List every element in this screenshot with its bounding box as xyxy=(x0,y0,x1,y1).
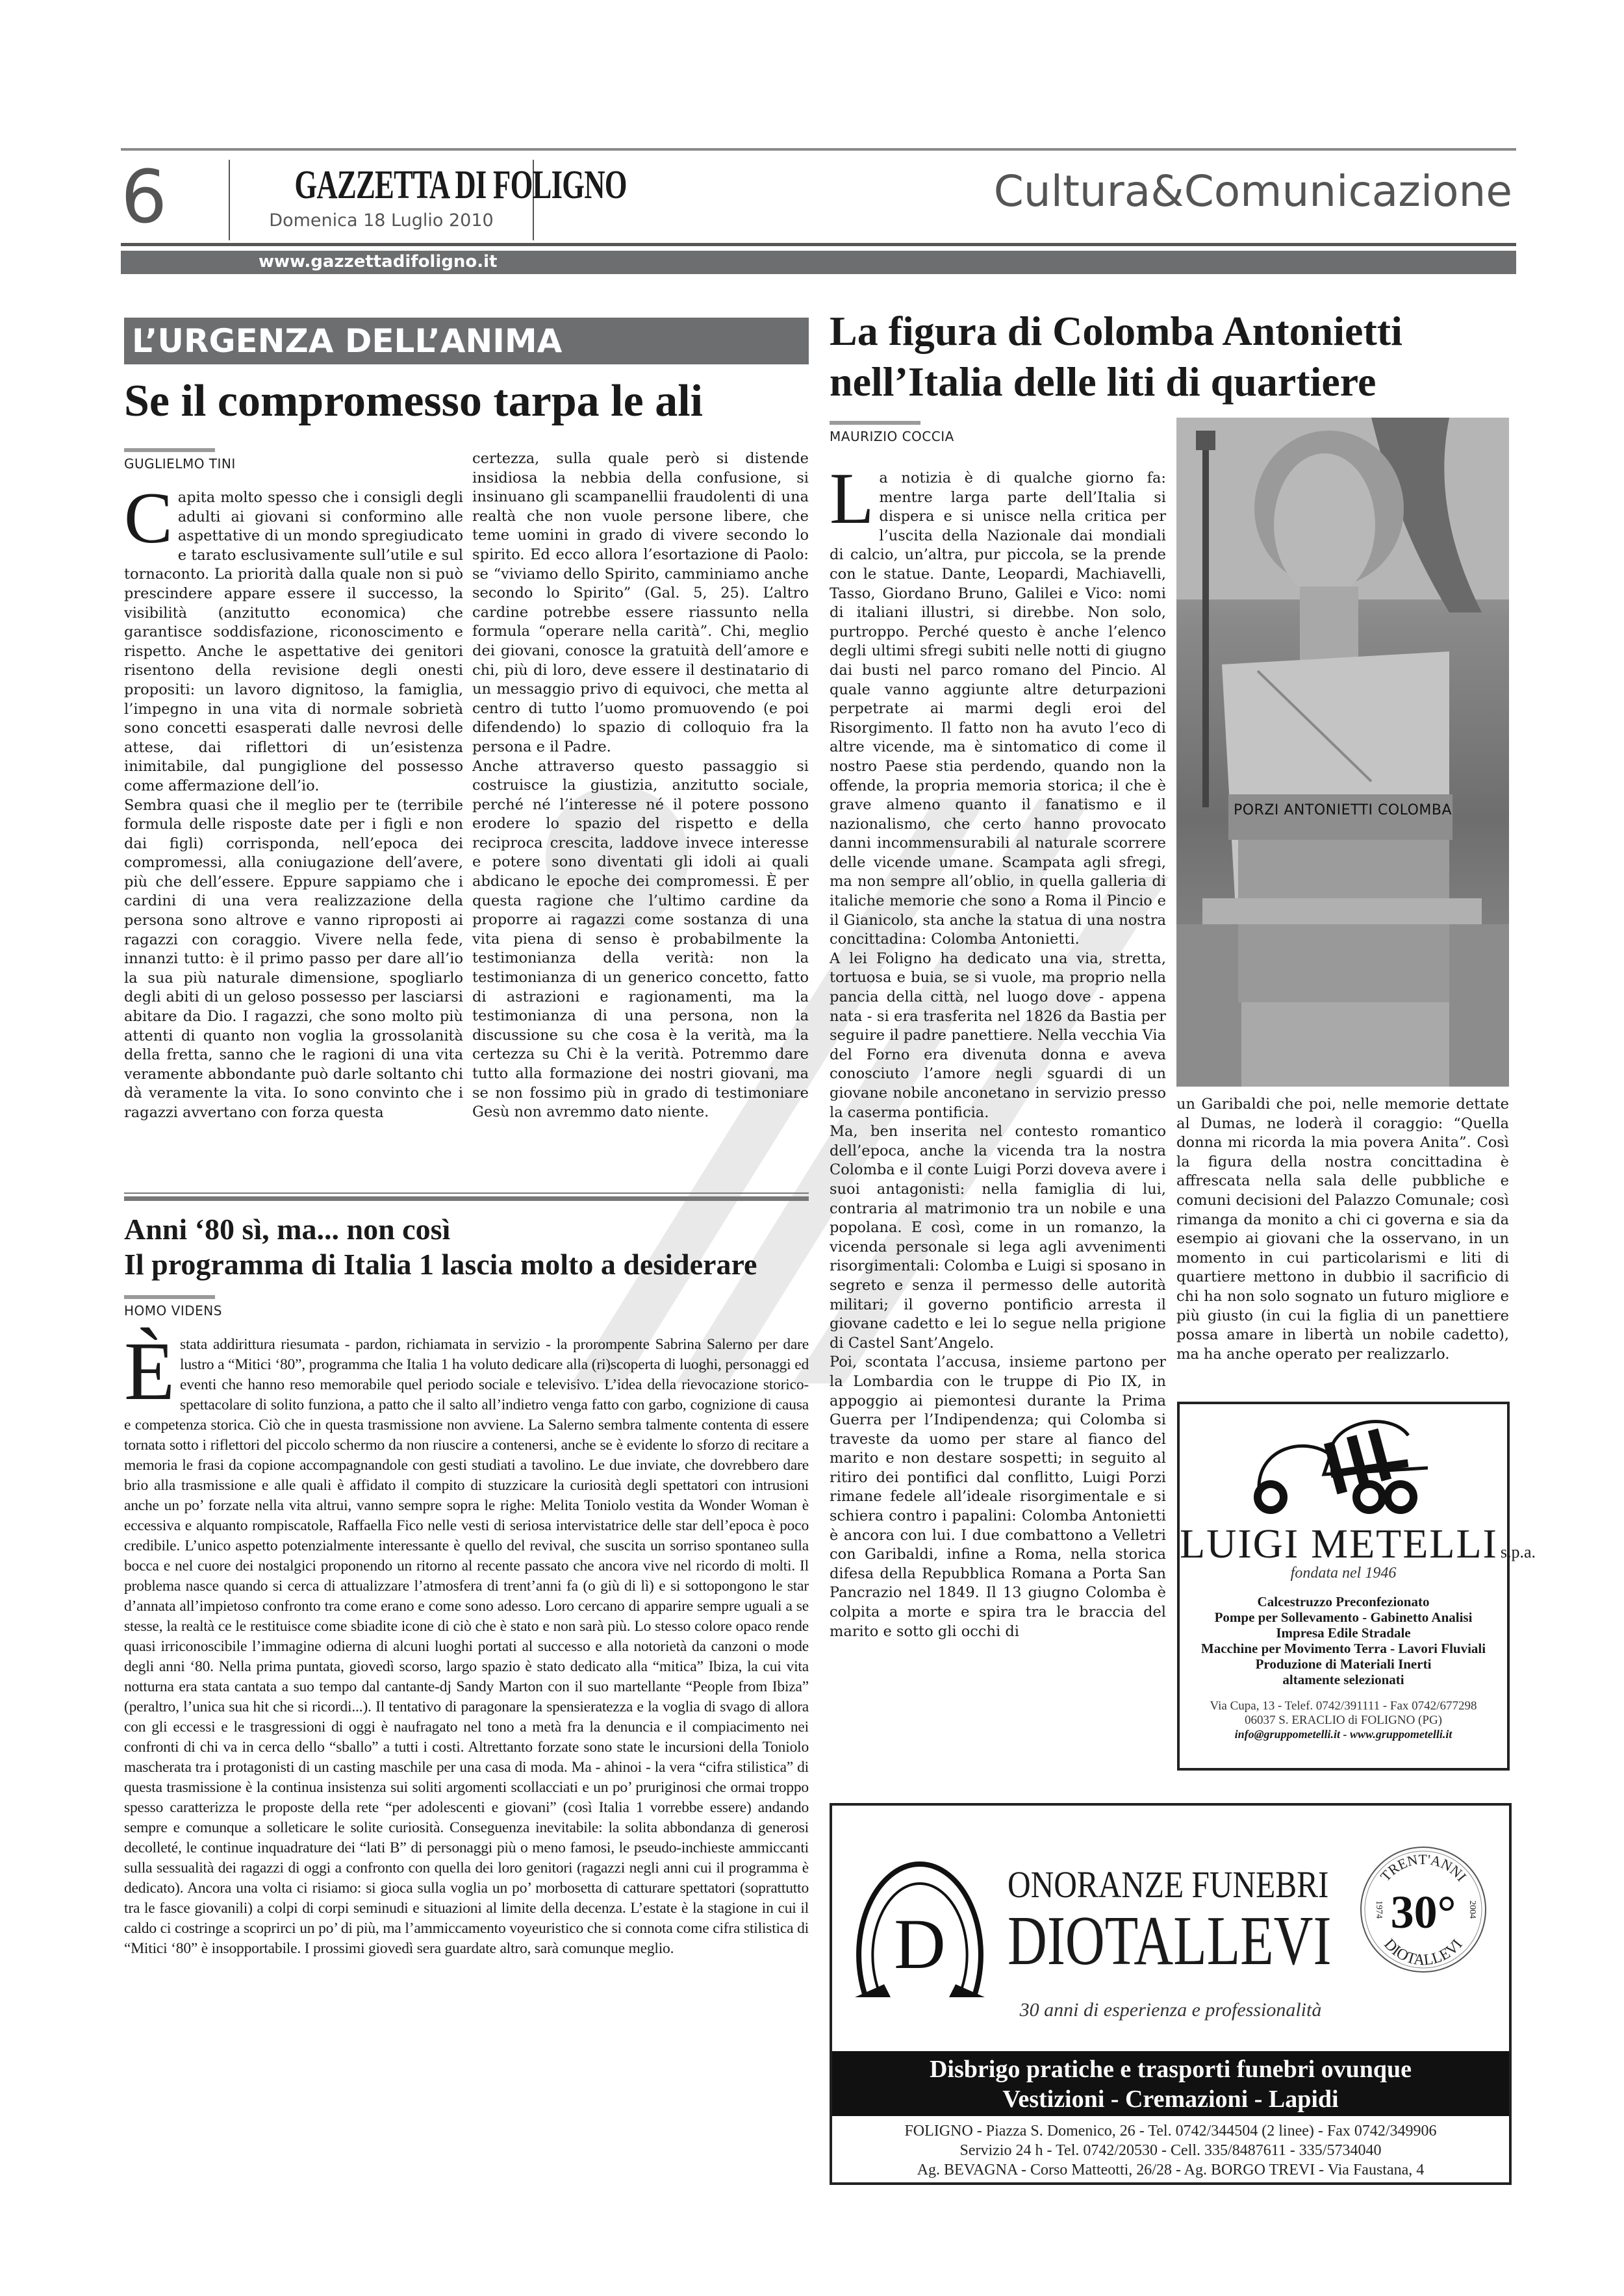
service-item: altamente selezionati xyxy=(1282,1672,1404,1687)
logo-letter: D xyxy=(894,1904,946,1984)
author-name: GUGLIELMO TINI xyxy=(124,456,236,472)
page-number: 6 xyxy=(121,155,168,240)
band-line-1: Disbrigo pratiche e trasporti funebri ovunque xyxy=(929,2056,1412,2083)
paragraph: Poi, scontata l’accusa, insieme partono per la Lombardia con le truppe di Pio IX, in appoggio ai piemontesi durante la Prima Guerra per l’Indipendenza; qui Colomba si traveste da uomo per stare al fianco del marito e non destare sospetti; in seguito al ritiro dei pontifici dal conflitto, Luigi Porzi rimane fedele all’ideale risorgimentale e si schiera contro i papalini: Colomba Antonietti è ancora con lui. I due combattono a Velletri con Garibaldi, infine a Roma, nella storica difesa della Repubblica Romana a Porta San Pancrazio nel 1849. Il 13 giugno Colomba è colpita a morte e spira tra le braccia del marito e sotto gli occhi di xyxy=(830,1354,1166,1640)
band-line-2: Vestizioni - Cremazioni - Lapidi xyxy=(1002,2086,1339,2113)
drop-cap: È xyxy=(124,1325,175,1417)
service-item: Pompe per Sollevamento - Gabinetto Analisi xyxy=(1214,1609,1473,1625)
address-line: 06037 S. ERACLIO di FOLIGNO (PG) xyxy=(1245,1713,1442,1727)
separator-rule xyxy=(124,1196,809,1201)
author-name: MAURIZIO COCCIA xyxy=(830,429,954,444)
website-link[interactable]: www.gazzettadifoligno.it xyxy=(259,252,498,271)
author-name: HOMO VIDENS xyxy=(124,1303,222,1318)
article-column-a xyxy=(830,459,1166,1641)
article-title: Anni ‘80 sì, ma... non così xyxy=(124,1213,451,1246)
section-title: Cultura&Comunicazione xyxy=(993,166,1512,216)
service-item: Calcestruzzo Preconfezionato xyxy=(1257,1594,1430,1609)
byline-rule xyxy=(830,421,920,425)
ad-line-2: DIOTALLEVI xyxy=(1008,1902,1332,1980)
ad-luigi-metelli[interactable] xyxy=(1177,1402,1536,1771)
seal-year-start: 1974 xyxy=(1374,1900,1384,1919)
address-line: Via Cupa, 13 - Telef. 0742/391111 - Fax 0742/677298 xyxy=(1210,1699,1477,1713)
separator-rule xyxy=(124,1192,809,1194)
anniversary-seal-icon xyxy=(1358,1845,1488,1974)
paragraph: un Garibaldi che poi, nelle memorie dettate al Dumas, ne loderà il coraggio: “Quella donna mi ricorda la mia povera Anita”. Così la figura della nostra concittadina è affrescata nella sala delle pubbliche e comuni decisioni del Palazzo Comunale; così rimanga da monito a chi ci governa e sia da esempio ai giovani che la osservano, in un momento in cui particolarismi e liti di quartiere mettono in dubbio il sacrificio di chi ha non solo sognato un futuro migliore e più giusto (in cui la figlia di un panettiere possa amare in libertà un nobile cadetto), ma ha anche operato per realizzarlo. xyxy=(1176,1096,1509,1363)
photo-inscription: PORZI ANTONIETTI COLOMBA xyxy=(1233,802,1453,818)
paragraph-text: stata addirittura riesumata - pardon, richiamata in servizio - la prorompente Sabrina Salerno per dare lustro a “Mitici ‘80”, programma che Italia 1 ha voluto dedicare alla (ri)scoperta di luoghi, personaggi ed eventi che hanno reso memorabile quel periodo sociale e televisivo. L’idea della rievocazione storico-spettacolare di solito funziona, a patto che il salto all’indietro venga fatto con garbo, cognizione di causa e competenza storica. Ciò che in questa trasmissione non avviene. La Salerno sembra talmente contenta di essere tornata sotto i riflettori del piccolo schermo da non riuscire a contenersi, anche se è evidente lo sforzo di recitare a memoria le frasi da copione accompagnandole con gesti studiati a tavolino. Le due inviate, che dovrebbero dare brio alla trasmissione e alle quali è affidato il compito di stuzzicare la curiosità degli spettatori con intrusioni anche un po’ forzate nella vita altrui, vanno sempre sopra le righe: Melita Toniolo vestita da Wonder Woman è eccessiva e alquanto rompiscatole, Raffaella Fico nelle vesti di seriosa intervistatrice delle star dell’epoca è poco credibile. L’unico aspetto potenzialmente interessante è quello del revival, che suscita un sorriso spontaneo sulla bocca e nel cuore dei nostalgici proponendo un ritorno al recente passato che ancora vive nel ricordo di molti. Il problema nasce quando si cerca di attualizzare l’atmosfera di trent’anni fa (o giù di lì) e si sottopongono le star d’annata all’impietoso confronto tra come erano e come sono adesso. Loro cercano di apparire sempre uguali a se stesse, la realtà ce le restituisce come sbiadite icone di ciò che è stato e non sarà più. Lo stesso colore opaco rende quasi irriconoscibile l’immagine odierna di alcuni luoghi portati al successo e alla notorietà da canzoni o mode degli anni ‘80. Nella prima puntata, giovedì scorso, largo spazio è stato dedicato alla “mitica” Ibiza, la cui vita notturna era stata cantata a suo tempo dal cantante-dj Sandy Marton con il suo martellante “People from Ibiza” (peraltro, l’unica sua hit che si ricordi...). Il tentativo di paragonare la spensieratezza e la voglia di svago di allora con gli eccessi e le trasgressioni di oggi è naufragato nel tono a metà fra la denuncia e il compiacimento nei confronti di chi va in cerca dello “sballo” a tutti i costi. Altrettanto forzate sono state le incursioni della Toniolo mascherata tra i protagonisti di un casting maschile per una casa di moda. Ma - ahinoi - la vera “cifra stilistica” di questa trasmissione è la continua insistenza sui soliti argomenti scollacciati e un po’ pruriginosi che ormai troppo spesso caratterizza le proposte della rete “per adolescenti e giovani” (così Italia 1 vorrebbe essere) andando sempre e comunque a solleticare le solite curiosità. Conseguenza inevitabile: la solita abbondanza di generosi decolleté, le continue inquadrature dei “lati B” di personaggi più o meno famosi, le pseudo-inchieste ammiccanti sulla sessualità dei ragazzi di oggi a confronto con quella dei loro genitori (ragazzi negli anni cui il programma è dedicato). Ancora una volta ci risiamo: si gioca sulla voglia un po’ morbosetta di catturare spettatori (soprattutto tra le fasce giovanili) a colpi di corpi seminudi e situazioni al limite della decenza. L’estate è la stagione in cui il caldo ci costringe a scoprirci un po’ di più, ma l’ammiccamento voyeuristico che si connota come cifra stilistica di “Mitici ‘80” è insopportabile. I prossimi giovedì sera guardate altro, sarà comunque meglio. xyxy=(124,1336,809,1957)
services-band xyxy=(832,2051,1509,2116)
paragraph xyxy=(830,459,1166,950)
contact-line: FOLIGNO - Piazza S. Domenico, 26 - Tel. 0742/344504 (2 linee) - Fax 0742/349906 xyxy=(904,2123,1437,2139)
paragraph: A lei Foligno ha dedicato una via, stretta, tortuosa e buia, se si vuole, ma proprio nella pancia della città, nel luogo dove - appena nata - si era trasferita nel 1826 da Bastia per seguire il padre panettiere. Nella vecchia Via del Forno era divenuta donna e aveva conosciuto l’amore negli sguardi di un giovane nobile anconetano in servizio presso la caserma pontificia. xyxy=(830,950,1166,1121)
article-title: La figura di Colomba Antonietti xyxy=(830,308,1402,354)
drop-cap: L xyxy=(830,459,874,539)
company-suffix: s.p.a. xyxy=(1500,1543,1536,1561)
seal-year-end: 2004 xyxy=(1467,1900,1477,1919)
ad-line-1: ONORANZE FUNEBRI xyxy=(1008,1863,1329,1906)
article-body xyxy=(124,1325,809,1959)
paragraph: Sembra quasi che il meglio per te (terribile formula delle risposte date per i figli e non dai figli) corrisponda, nell’epoca dei compromessi, alla coniugazione dell’avere, più che dell’essere. Eppure sappiamo che i cardini di una vera realizzazione della persona sono altrove e vanno riproposti ai ragazzi con coraggio. Vivere nella fede, innanzi tutto: è il primo passo per dare all’io la sua più naturale dimensione, spogliarlo degli abiti di un geloso possesso per lasciarsi abitare da Dio. I ragazzi, che sono molto più attenti di quanto non voglia la grossolanità della fretta, sanno che le ragioni di una vita veramente abbondante può darle soltanto chi dà veramente la vita. Io sono convinto che i ragazzi avvertano con forza questa xyxy=(124,796,463,1121)
drop-cap: C xyxy=(124,478,173,559)
top-rule xyxy=(121,148,1516,151)
service-item: Macchine per Movimento Terra - Lavori Fluviali xyxy=(1200,1641,1486,1656)
contact-line: Ag. BEVAGNA - Corso Matteotti, 26/28 - Ag. BORGO TREVI - Via Faustana, 4 xyxy=(917,2162,1425,2178)
service-item: Impresa Edile Stradale xyxy=(1276,1625,1411,1641)
byline-rule xyxy=(124,448,215,452)
byline xyxy=(830,421,954,444)
byline xyxy=(124,448,236,472)
article-column-b xyxy=(1176,1095,1509,1364)
website-bar xyxy=(121,251,1516,274)
paragraph: Anche attraverso questo passaggio si costruisce la giustizia, anzitutto sociale, perché né l’interesse né il potere possono erodere lo spazio del rispetto e della reciproca crescita, laddove invece interesse e potere sono diventati gli idoli ai quali abdicano le epoche dei compromessi. È per questa ragione che l’ultimo cardine da proporre ai ragazzi come sostanza di una vita piena di senso è probabilmente la testimonianza della verità: non la testimonianza di un generico concetto, fatto di astrazioni e ragionamenti, ma la testimonianza di una persona, non la discussione su che cosa è la verità, ma la certezza su Chi è la verità. Potremmo dare tutto alla formazione dei nostri giovani, ma se non fossimo più in grado di testimoniare Gesù non avremmo dato niente. xyxy=(472,757,809,1121)
diotallevi-logo-icon xyxy=(852,1851,988,2000)
paragraph: Ma, ben inserita nel contesto romantico dell’epoca, anche la vicenda tra la nostra Colomba e il conte Luigi Porzi doveva avere i suoi antagonisti: nella famiglia di lui, contraria al matrimonio tra un nobile e una popolana. E così, come in un romanzo, la vicenda personale si lega agli avvenimenti risorgimentali: Colomba e Luigi si sposano in segreto e senza il permesso delle autorità militari; il governo pontificio arresta il giovane cadetto e lei lo segue nella prigione di Castel Sant’Angelo. xyxy=(830,1123,1166,1352)
service-item: Produzione di Materiali Inerti xyxy=(1255,1656,1432,1672)
paragraph: certezza, sulla quale però si distende insidiosa la nebbia della confusione, si insinuano gli scampanellii fraudolenti di una realtà che non vuole persone libere, che teme uomini in grado di vivere secondo lo spirito. Ed ecco allora l’esortazione di Paolo: se “viviamo dello Spirito, camminiamo anche secondo lo Spirito” (Gal. 5, 25). L’altro cardine potrebbe essere riassunto nella formula “operare nella carità”. Chi, meglio dei giovani, conosce la gratuità dell’amore e chi, più di loro, deve essere il destinatario di un messaggio privo di equivoci, che metta al centro di tutto l’uomo promuovendo (e poi difendendo) lo spazio di colloquio fra la persona e il Padre. xyxy=(472,450,809,755)
seal-top-text: TRENT'ANNI xyxy=(1377,1850,1470,1885)
article-column-1 xyxy=(124,478,463,1123)
byline-rule xyxy=(124,1295,215,1299)
web-contacts[interactable]: info@gruppometelli.it - www.gruppometelli.it xyxy=(1234,1728,1453,1741)
ad-diotallevi[interactable] xyxy=(830,1803,1512,2185)
issue-date: Domenica 18 Luglio 2010 xyxy=(269,210,494,231)
truck-logo-icon xyxy=(1233,1409,1454,1520)
article-column-2 xyxy=(472,449,809,1122)
seal-bottom-text: DIOTALLEVI xyxy=(1380,1936,1466,1969)
founded-text: fondata nel 1946 xyxy=(1290,1565,1397,1582)
company-name: LUIGI METELLI xyxy=(1180,1520,1498,1567)
contact-line: Servizio 24 h - Tel. 0742/20530 - Cell. 335/8487611 - 335/5734040 xyxy=(959,2142,1382,2159)
seal-number: 30° xyxy=(1390,1886,1456,1938)
statue-photo xyxy=(1176,418,1509,1087)
header-rule xyxy=(121,243,1516,246)
tagline: 30 anni di esperienza e professionalità xyxy=(1019,1999,1322,2021)
article-kicker: L’URGENZA DELL’ANIMA xyxy=(124,318,809,364)
masthead-title: GAZZETTA DI FOLIGNO xyxy=(294,163,627,207)
paragraph-text: apita molto spesso che i consigli degli adulti ai giovani si conformino alle aspettative di un mondo spregiudicato e tarato esclusivamente sull’utile e sul tornaconto. La priorità dalla quale non si può prescindere appare essere il successo, la visibilità (anzitutto economica) che garantisce soddisfazione, riconoscimento e rispetto. Anche le aspettative dei genitori risentono della revisione degli onesti propositi: un lavoro dignitoso, la famiglia, l’impegno in una vita di normale sobrietà sono concetti esasperati dalle nevrosi delle attese, dai riflettori di un’esistenza inimitabile, dal pungiglione del possesso come affermazione dell’io. xyxy=(124,489,463,794)
byline xyxy=(124,1295,222,1318)
paragraph xyxy=(124,478,463,796)
article-title-line2: nell’Italia delle liti di quartiere xyxy=(830,359,1377,405)
article-title: Se il compromesso tarpa le ali xyxy=(124,376,704,426)
masthead xyxy=(229,160,627,240)
article-subtitle: Il programma di Italia 1 lascia molto a desiderare xyxy=(124,1248,757,1281)
bust-illustration xyxy=(1176,418,1509,1087)
paragraph-text: a notizia è di qualche giorno fa: mentre larga parte dell’Italia si dispera e si unisce nella critica per l’uscita della Nazionale dai mondiali di calcio, un’altra, pur piccola, se la prende con le statue. Dante, Leopardi, Machiavelli, Tasso, Giordano Bruno, Galilei e Vico: nomi di italiani illustri, si direbbe. Non solo, purtroppo. Perché questo è anche l’elenco degli ultimi sfregi subiti nelle notti di giugno dai busti nel parco romano del Pincio. Al quale vanno aggiunte altre deturpazioni perpetrate ai marmi degli eroi del Risorgimento. Il fatto non ha avuto l’eco di altre vicende, ma è sintomatico di come il nostro Paese stia perdendo, quando non la offende, la propria memoria storica; il che è grave almeno quanto il fanatismo e il nazionalismo, che certo hanno provocato danni incommensurabili al naturale scorrere delle vicende umane. Scampata agli sfregi, ma non sempre all’oblio, in quella galleria di italiche memorie che sono a Roma il Pincio e il Gianicolo, sta anche la statua di una nostra concittadina: Colomba Antonietti. xyxy=(830,470,1166,948)
